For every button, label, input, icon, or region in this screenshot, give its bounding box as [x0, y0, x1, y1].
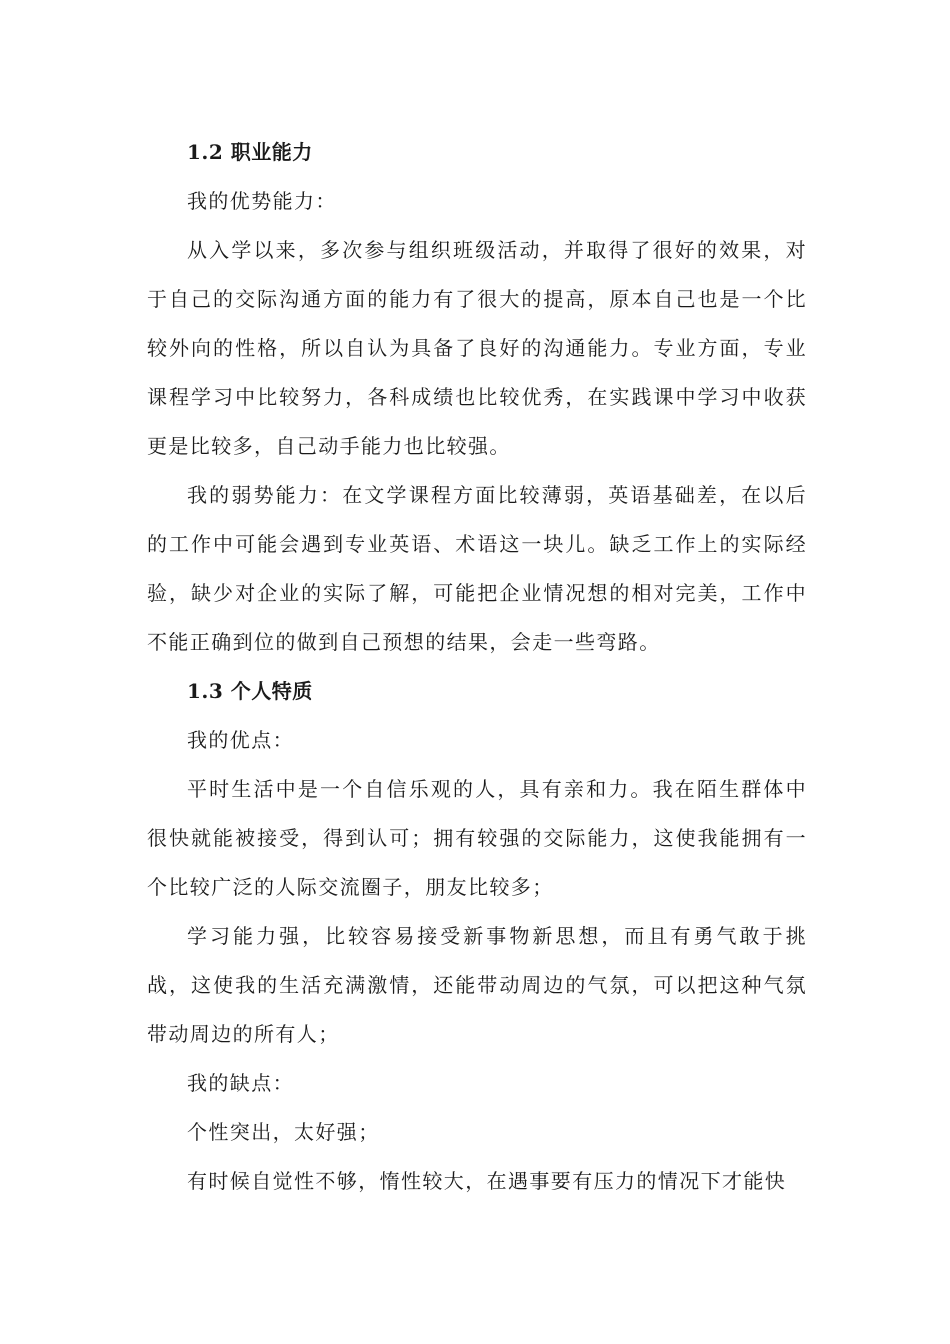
weakness-paragraph: 我的弱势能力：在文学课程方面比较薄弱，英语基础差，在以后的工作中可能会遇到专业英语、术语这一块儿。缺乏工作上的实际经验，缺少对企业的实际了解，可能把企业情况想的相对完美，工作中不能正确到位的做到自己预想的结果，会走一些弯路。: [147, 483, 807, 654]
strength-paragraph: 从入学以来，多次参与组织班级活动，并取得了很好的效果，对于自己的交际沟通方面的能力有了很大的提高，原本自己也是一个比较外向的性格，所以自认为具备了良好的沟通能力。专业方面，专业课程学习中比较努力，各科成绩也比较优秀，在实践课中学习中收获更是比较多，自己动手能力也比较强。: [147, 238, 807, 458]
section-heading-personal-traits: 1.3 个人特质: [187, 679, 313, 703]
document-page: [147, 128, 807, 1328]
faults-label: 我的缺点：: [187, 1071, 294, 1095]
section-heading-career-ability: 1.2 职业能力: [187, 140, 313, 164]
merits-paragraph-2: 学习能力强，比较容易接受新事物新思想，而且有勇气敢于挑战，这使我的生活充满激情，还能带动周边的气氛，可以把这种气氛带动周边的所有人；: [147, 924, 807, 1046]
faults-paragraph-2: 有时候自觉性不够，惰性较大，在遇事要有压力的情况下才能快: [187, 1169, 787, 1193]
faults-paragraph-1: 个性突出，太好强；: [187, 1120, 380, 1144]
merits-paragraph-1: 平时生活中是一个自信乐观的人，具有亲和力。我在陌生群体中很快就能被接受，得到认可；拥有较强的交际能力，这使我能拥有一个比较广泛的人际交流圈子，朋友比较多；: [147, 777, 807, 899]
strength-label: 我的优势能力：: [187, 189, 337, 213]
merits-label: 我的优点：: [187, 728, 294, 752]
